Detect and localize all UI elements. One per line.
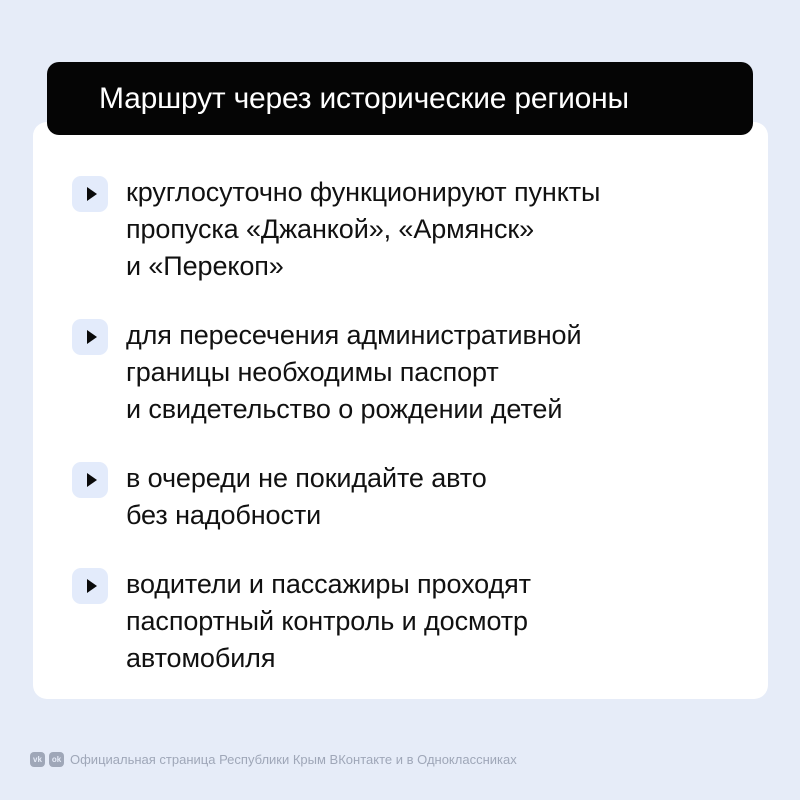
title-bar [47, 62, 753, 135]
play-icon [87, 187, 97, 201]
play-icon [87, 579, 97, 593]
page-title: Маршрут через исторические регионы [99, 81, 629, 115]
list-item [72, 460, 732, 534]
list-item [72, 174, 732, 285]
footer-text: Официальная страница Республики Крым ВКонтакте и в Одноклассниках [70, 752, 517, 767]
ok-icon[interactable]: ok [49, 752, 64, 767]
vk-icon[interactable]: vk [30, 752, 45, 767]
footer [30, 752, 517, 767]
list-item [72, 317, 732, 428]
play-icon [87, 473, 97, 487]
bullet-marker [72, 176, 108, 212]
list-item-text: круглосуточно функционируют пункты пропуска «Джанкой», «Армянск» и «Перекоп» [126, 177, 601, 281]
list-item-text: для пересечения административной границы необходимы паспорт и свидетельство о рождении детей [126, 320, 582, 424]
bullet-marker [72, 319, 108, 355]
list-item-text: водители и пассажиры проходят паспортный контроль и досмотр автомобиля [126, 569, 531, 673]
bullet-list [72, 174, 732, 709]
play-icon [87, 330, 97, 344]
bullet-marker [72, 462, 108, 498]
list-item-text: в очереди не покидайте авто без надобности [126, 463, 487, 530]
list-item [72, 566, 732, 677]
bullet-marker [72, 568, 108, 604]
